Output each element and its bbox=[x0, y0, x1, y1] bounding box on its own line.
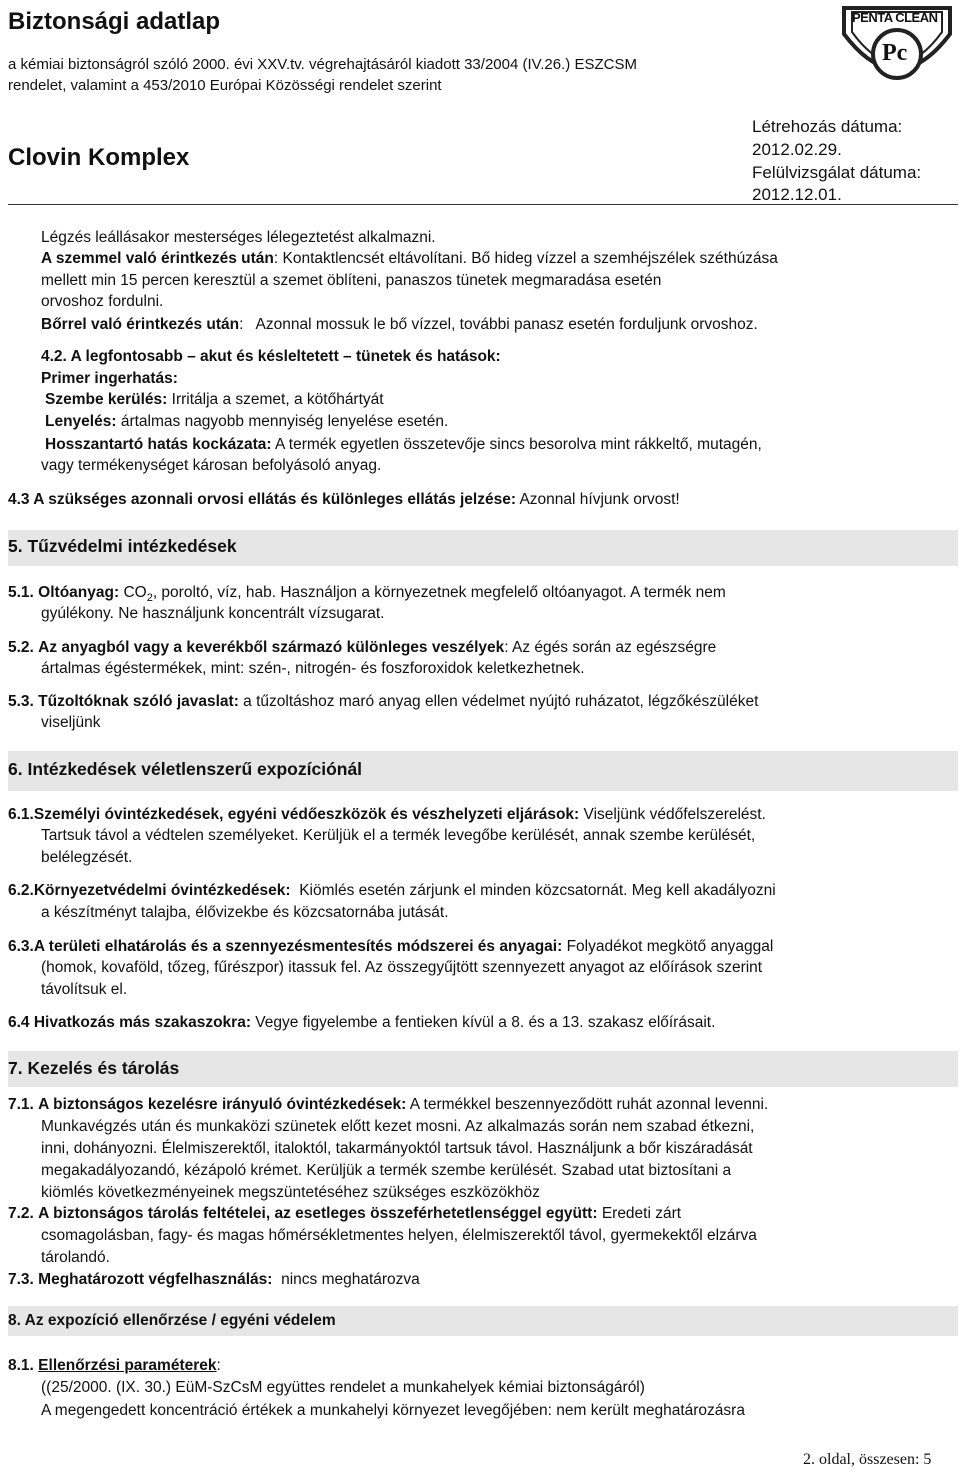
subsection-7-3: 7.3. Meghatározott végfelhasználás: nincs meghatározva bbox=[8, 1271, 420, 1288]
subsection-6-1-line-1: 6.1.Személyi óvintézkedések, egyéni védőeszközök és vészhelyzeti eljárások: Viseljünk védőfelszerelést. bbox=[8, 806, 766, 823]
section-5-title: 5. Tűzvédelmi intézkedések bbox=[8, 536, 237, 556]
page-number: 2. oldal, összesen: 5 bbox=[803, 1451, 932, 1468]
document-subtitle-line-1: a kémiai biztonságról szóló 2000. évi XXV.tv. végrehajtásáról kiadott 33/2004 (IV.26.) ESZCSM bbox=[8, 56, 637, 73]
section-6-title: 6. Intézkedések véletlenszerű expozíciónál bbox=[8, 759, 363, 779]
subsection-6-4: 6.4 Hivatkozás más szakaszokra: Vegye figyelembe a fentieken kívül a 8. és a 13. szakasz előírásait. bbox=[8, 1014, 716, 1031]
eye-contact-label: A szemmel való érintkezés után bbox=[41, 250, 274, 267]
subsection-6-3-line-1: 6.3.A területi elhatárolás és a szennyezésmentesítés módszerei és anyagai: Folyadékot megkötő anyaggal bbox=[8, 938, 774, 955]
subsection-6-3-line-2: (homok, kovaföld, tőzeg, fűrészpor) itassuk fel. Az összegyűjtött szennyezett anyagot az előírások szerint bbox=[41, 959, 763, 976]
subsection-8-1-line-2: ((25/2000. (IX. 30.) EüM-SzCsM együttes rendelet a munkahelyek kémiai biztonságáról) bbox=[41, 1379, 645, 1396]
section-8-title: 8. Az expozíció ellenőrzése / egyéni védelem bbox=[8, 1312, 336, 1329]
subsection-7-1-line-1: 7.1. A biztonságos kezelésre irányuló óvintézkedések: A termékkel beszennyeződött ruhát azonnal levenni. bbox=[8, 1096, 769, 1113]
ingestion: Lenyelés: ártalmas nagyobb mennyiség lenyelése esetén. bbox=[45, 413, 449, 430]
skin-contact: Bőrrel való érintkezés után: Azonnal mossuk le bő vízzel, további panasz esetén forduljunk orvoshoz. bbox=[41, 316, 758, 333]
subsection-6-1-line-3: belélegzését. bbox=[41, 849, 133, 866]
subsection-7-1-line-2: Munkavégzés után és munkaközi szünetek előtt kezet mosni. Az alkalmazás során nem szabad étkezni, bbox=[41, 1118, 755, 1135]
subsection-6-2-line-2: a készítményt talajba, élővizekbe és közcsatornába jutását. bbox=[41, 904, 449, 921]
subsection-5-2-line-1: 5.2. Az anyagból vagy a keverékből származó különleges veszélyek: Az égés során az egészségre bbox=[8, 639, 717, 656]
eye-exposure: Szembe kerülés: Irritálja a szemet, a kötőhártyát bbox=[45, 391, 384, 408]
company-logo bbox=[838, 4, 956, 104]
subsection-5-1-line-1: 5.1. Oltóanyag: $CO_2$, poroltó, víz, hab. Használjon a környezetnek megfelelő oltóanyagot. A termék nem bbox=[8, 584, 726, 605]
subsection-5-1-line-2: gyúlékony. Ne használjunk koncentrált vízsugarat. bbox=[41, 605, 385, 622]
created-date: 2012.02.29. bbox=[752, 140, 842, 159]
subsection-6-3-line-3: távolítsuk el. bbox=[41, 981, 128, 998]
subsection-7-2-line-1: 7.2. A biztonságos tárolás feltételei, az esetleges összeférhetetlenséggel együtt: Eredeti zárt bbox=[8, 1205, 682, 1222]
eye-contact-line-2: mellett min 15 percen keresztül a szemet öblíteni, panaszos tünetek megmaradása esetén bbox=[41, 272, 662, 289]
created-date-label: Létrehozás dátuma: bbox=[752, 117, 903, 136]
document-subtitle-line-2: rendelet, valamint a 453/2010 Európai Közösségi rendelet szerint bbox=[8, 77, 442, 94]
subsection-7-1-line-3: inni, dohányozni. Élelmiszerektől, italoktól, takarmányoktól tartsuk távol. Használjunk a bőr kiszáradását bbox=[41, 1140, 753, 1157]
section-7-title: 7. Kezelés és tárolás bbox=[8, 1058, 180, 1078]
eye-contact-line-3: orvoshoz fordulni. bbox=[41, 293, 164, 310]
header-divider bbox=[8, 204, 958, 205]
breathing-instruction: Légzés leállásakor mesterséges lélegeztetést alkalmazni. bbox=[41, 229, 436, 246]
subsection-4-2-heading: 4.2. A legfontosabb – akut és késleltetett – tünetek és hatások: bbox=[41, 348, 501, 365]
skin-contact-text: Azonnal mossuk le bő vízzel, további panasz esetén forduljunk orvoshoz. bbox=[255, 316, 758, 333]
eye-contact-line-1: A szemmel való érintkezés után: Kontaktlencsét eltávolítani. Bő hideg vízzel a szemhéjszélek széthúzása bbox=[41, 250, 778, 267]
logo-mark: Pc bbox=[882, 40, 908, 66]
subsection-5-3-line-1: 5.3. Tűzoltóknak szóló javaslat: a tűzoltáshoz maró anyag ellen védelmet nyújtó ruházatot, légzőkészüléket bbox=[8, 693, 759, 710]
primary-irritation: Primer ingerhatás: bbox=[41, 370, 178, 387]
logo-text: PENTA CLEAN bbox=[852, 10, 938, 25]
subsection-6-1-line-2: Tartsuk távol a védtelen személyeket. Kerüljük el a termék levegőbe kerülését, annak szembe kerülését, bbox=[41, 827, 756, 844]
long-term-risk-line-1: Hosszantartó hatás kockázata: A termék egyetlen összetevője sincs besorolva mint rákkeltő, mutagén, bbox=[45, 436, 762, 453]
subsection-8-1-line-1: 8.1. Ellenőrzési paraméterek: bbox=[8, 1357, 221, 1374]
subsection-8-1-line-3: A megengedett koncentráció értékek a munkahelyi környezet levegőjében: nem került meghatározásra bbox=[41, 1402, 745, 1419]
subsection-6-2-line-1: 6.2.Környezetvédelmi óvintézkedések: Kiömlés esetén zárjunk el minden közcsatornát. Meg kell akadályozni bbox=[8, 882, 776, 899]
subsection-5-2-line-2: ártalmas égéstermékek, mint: szén-, nitrogén- és foszforoxidok keletkezhetnek. bbox=[41, 660, 585, 677]
skin-contact-label: Bőrrel való érintkezés után bbox=[41, 316, 240, 333]
subsection-7-1-line-5: kiömlés következményeinek megszüntetéséhez szükséges eszközökhöz bbox=[41, 1184, 540, 1201]
long-term-risk-line-2: vagy termékenységet károsan befolyásoló anyag. bbox=[41, 457, 382, 474]
product-name: Clovin Komplex bbox=[8, 144, 190, 171]
review-date: 2012.12.01. bbox=[752, 185, 842, 204]
subsection-7-2-line-3: tárolandó. bbox=[41, 1249, 110, 1266]
review-date-label: Felülvizsgálat dátuma: bbox=[752, 163, 922, 182]
subsection-7-2-line-2: csomagolásban, fagy- és magas hőmérsékletmentes helyen, élelmiszerektől távol, gyermekektől elzárva bbox=[41, 1227, 757, 1244]
eye-contact-text: Kontaktlencsét eltávolítani. Bő hideg vízzel a szemhéjszélek széthúzása bbox=[282, 250, 778, 267]
subsection-5-3-line-2: viseljünk bbox=[41, 714, 101, 731]
document-title: Biztonsági adatlap bbox=[8, 8, 221, 35]
subsection-7-1-line-4: megakadályozandó, kézápoló krémet. Kerüljük a termék szembe kerülését. Szabad utat biztosítani a bbox=[41, 1162, 732, 1179]
subsection-4-3: 4.3 A szükséges azonnali orvosi ellátás és különleges ellátás jelzése: Azonnal hívjunk orvost! bbox=[8, 491, 680, 508]
